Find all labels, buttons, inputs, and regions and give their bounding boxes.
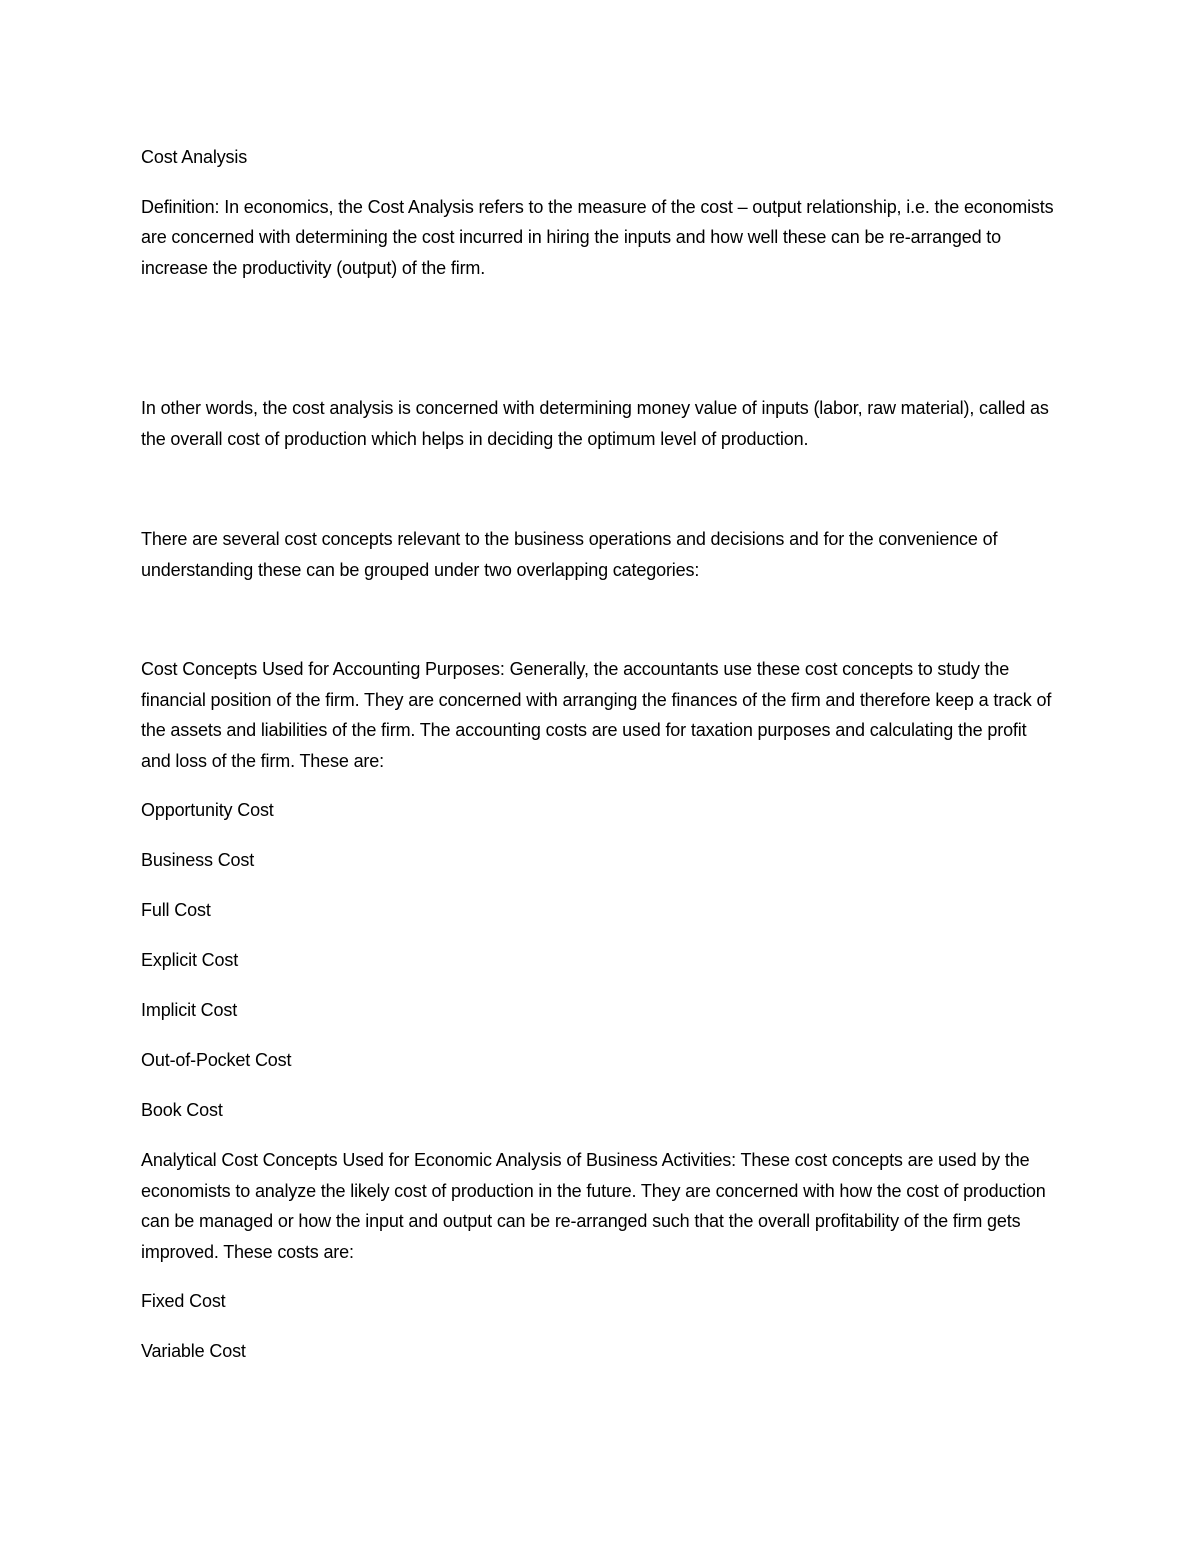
list-item: Variable Cost	[141, 1341, 246, 1361]
list-item: Implicit Cost	[141, 1000, 238, 1020]
several-concepts-paragraph: There are several cost concepts relevant to the business operations and decisions and for the convenience of understanding these can be grouped under two overlapping categories:	[141, 529, 998, 580]
list-item: Opportunity Cost	[141, 800, 274, 820]
document-title: Cost Analysis	[141, 147, 248, 167]
list-item: Business Cost	[141, 850, 255, 870]
analytical-concepts-paragraph: Analytical Cost Concepts Used for Economic Analysis of Business Activities: These cost concepts are used by the economists to analyze the likely cost of production in the future. They are concerned with how the cost of production can be managed or how the input and output can be re-arranged such that the overall profitability of the firm gets improved. These costs are:	[141, 1150, 1046, 1262]
list-item: Full Cost	[141, 900, 211, 920]
list-item: Book Cost	[141, 1100, 223, 1120]
list-item: Fixed Cost	[141, 1291, 226, 1311]
definition-paragraph: Definition: In economics, the Cost Analysis refers to the measure of the cost – output relationship, i.e. the economists are concerned with determining the cost incurred in hiring the inputs and how well these can be re-arranged to increase the productivity (output) of the firm.	[141, 196, 1054, 278]
list-item: Out-of-Pocket Cost	[141, 1050, 292, 1070]
document-body	[141, 142, 1056, 1386]
list-item: Explicit Cost	[141, 950, 239, 970]
accounting-concepts-paragraph: Cost Concepts Used for Accounting Purposes: Generally, the accountants use these cost concepts to study the financial position of the firm. They are concerned with arranging the finances of the firm and therefore keep a track of the assets and liabilities of the firm. The accounting costs are used for taxation purposes and calculating the profit and loss of the firm. These are:	[141, 659, 1052, 771]
other-words-paragraph: In other words, the cost analysis is concerned with determining money value of inputs (labor, raw material), called as the overall cost of production which helps in deciding the optimum level of production.	[141, 398, 1049, 449]
